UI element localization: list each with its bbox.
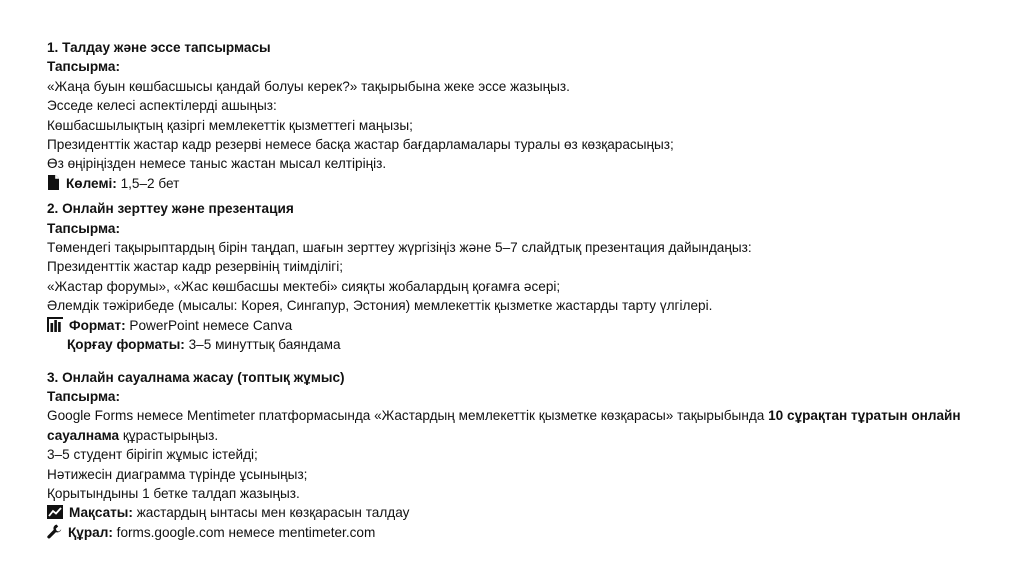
text-line: Төмендегі тақырыптардың бірін таңдап, шағын зерттеу жүргізіңіз және 5–7 слайдтық презентация дайындаңыз: — [47, 240, 752, 256]
wrench-icon — [47, 524, 62, 539]
text-line: Президенттік жастар кадр резервінің тиімділігі; — [47, 259, 344, 275]
tool-label: Құрал: — [68, 524, 113, 540]
text-line: «Жаңа буын көшбасшысы қандай болуы керек?» тақырыбына жеке эссе жазыңыз. — [47, 78, 570, 94]
defense-row — [47, 335, 1007, 354]
text-line: «Жастар форумы», «Жас көшбасшы мектебі» сияқты жобалардың қоғамға әсері; — [47, 278, 561, 294]
defense-value: 3–5 минуттық баяндама — [184, 337, 341, 353]
volume-label: Көлемі: — [66, 175, 117, 191]
task-label: Тапсырма: — [47, 220, 120, 236]
task-label: Тапсырма: — [47, 388, 120, 404]
trend-chart-icon — [47, 505, 63, 519]
intro-paragraph — [47, 406, 1007, 445]
text-line: Қорытындыны 1 бетке талдап жазыңыз. — [47, 485, 300, 501]
text-line: Әлемдік тәжірибеде (мысалы: Корея, Сингапур, Эстония) мемлекеттік қызметке жастарды тарту үлгілері. — [47, 298, 713, 314]
section-title: 1. Талдау және эссе тапсырмасы — [47, 40, 271, 55]
intro-tail: құрастырыңыз. — [119, 427, 219, 443]
intro-bold: 10 сұрақтан тұратын онлайн сауалнама — [47, 408, 961, 443]
tool-row — [47, 523, 1007, 542]
section-survey — [47, 368, 1007, 543]
text-line: 3–5 студент бірігіп жұмыс істейді; — [47, 447, 258, 463]
text-line: Нәтижесін диаграмма түрінде ұсыныңыз; — [47, 466, 308, 482]
format-value: PowerPoint немесе Canva — [125, 317, 293, 333]
goal-row — [47, 503, 1007, 522]
section-research — [47, 199, 1007, 354]
format-label: Формат: — [69, 317, 126, 333]
document-icon — [47, 175, 60, 190]
format-row — [47, 316, 1007, 335]
goal-label: Мақсаты: — [69, 505, 133, 521]
bar-chart-icon — [47, 317, 63, 332]
intro-text: Google Forms немесе Mentimeter платформасында «Жастардың мемлекеттік қызметке көзқарасы» тақырыбында — [47, 408, 769, 424]
section-title: 2. Онлайн зерттеу және презентация — [47, 201, 294, 217]
defense-label: Қорғау форматы: — [67, 337, 185, 353]
section-title: 3. Онлайн сауалнама жасау (топтық жұмыс) — [47, 369, 345, 385]
volume-row — [47, 174, 1007, 193]
volume-value: 1,5–2 бет — [116, 175, 180, 191]
text-line: Көшбасшылықтың қазіргі мемлекеттік қызметтегі маңызы; — [47, 117, 413, 133]
task-label: Тапсырма: — [47, 59, 120, 75]
text-line: Президенттік жастар кадр резерві немесе басқа жастар бағдарламалары туралы өз көзқарасыңыз; — [47, 137, 674, 153]
tool-value: forms.google.com немесе mentimeter.com — [112, 524, 376, 540]
text-line: Эсседе келесі аспектілерді ашыңыз: — [47, 98, 277, 114]
slide-content — [47, 38, 1007, 542]
goal-value: жастардың ынтасы мен көзқарасын талдау — [132, 505, 410, 521]
section-essay — [47, 38, 1007, 193]
text-line: Өз өңіріңізден немесе таныс жастан мысал келтіріңіз. — [47, 156, 387, 172]
